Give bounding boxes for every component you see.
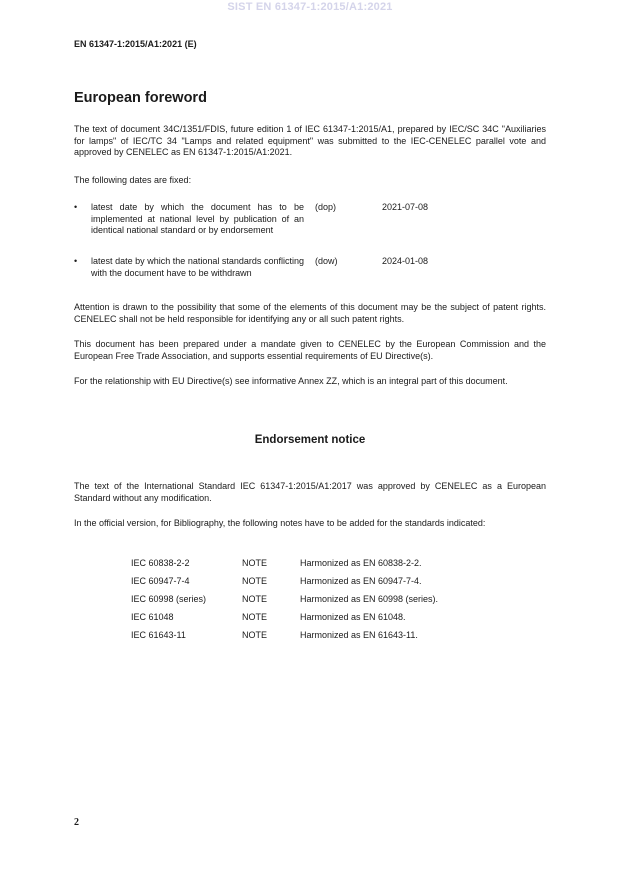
note-label: NOTE	[242, 594, 268, 604]
note-standard: IEC 60998 (series)	[131, 594, 207, 604]
date-item-code: (dow)	[315, 256, 338, 266]
date-item-date: 2024-01-08	[382, 256, 429, 266]
date-item-description: latest date by which the document has to be implemented at national level by publication of an identical national standard or by endorsement	[91, 202, 304, 235]
note-label: NOTE	[242, 630, 268, 640]
watermark: SIST EN 61347-1:2015/A1:2021	[227, 1, 393, 13]
document-id-header: EN 61347-1:2015/A1:2021 (E)	[74, 39, 197, 49]
foreword-title: European foreword	[74, 90, 207, 106]
note-standard: IEC 61048	[131, 612, 174, 622]
bullet-marker: •	[74, 202, 78, 212]
foreword-paragraph-mandate: This document has been prepared under a mandate given to CENELEC by the European Commission and the European Free Trade Association, and supports essential requirements of EU Directive(s).	[74, 339, 546, 361]
bullet-marker: •	[74, 256, 78, 266]
page-number: 2	[74, 817, 79, 828]
foreword-paragraph-dates-intro: The following dates are fixed:	[74, 175, 192, 185]
note-label: NOTE	[242, 558, 268, 568]
endorsement-title: Endorsement notice	[254, 434, 366, 446]
date-item-description: latest date by which the national standards conflicting with the document have to be withdrawn	[91, 256, 304, 278]
endorsement-paragraph-notes-intro: In the official version, for Bibliography, the following notes have to be added for the standards indicated:	[74, 518, 486, 528]
note-text: Harmonized as EN 60838-2-2.	[300, 558, 422, 568]
note-text: Harmonized as EN 60947-7-4.	[300, 576, 422, 586]
note-label: NOTE	[242, 612, 268, 622]
foreword-paragraph-patent: Attention is drawn to the possibility that some of the elements of this document may be the subject of patent rights. CENELEC shall not be held responsible for identifying any or all such patent rights.	[74, 302, 546, 324]
note-label: NOTE	[242, 576, 268, 586]
date-item-code: (dop)	[315, 202, 337, 212]
foreword-paragraph-annex: For the relationship with EU Directive(s) see informative Annex ZZ, which is an integral part of this document.	[74, 376, 508, 386]
foreword-paragraph-document-text: The text of document 34C/1351/FDIS, future edition 1 of IEC 61347-1:2015/A1, prepared by IEC/SC 34C "Auxiliaries for lamps" of IEC/TC 34 "Lamps and related equipment" was submitted to the IEC-CENELEC parallel vote and approved by CENELEC as EN 61347-1:2015/A1:2021.	[74, 124, 546, 157]
note-standard: IEC 60838-2-2	[131, 558, 190, 568]
note-standard: IEC 60947-7-4	[131, 576, 190, 586]
note-text: Harmonized as EN 61643-11.	[300, 630, 418, 640]
note-text: Harmonized as EN 60998 (series).	[300, 594, 439, 604]
date-item-date: 2021-07-08	[382, 202, 429, 212]
endorsement-paragraph-approval: The text of the International Standard IEC 61347-1:2015/A1:2017 was approved by CENELEC as a European Standard without any modification.	[74, 481, 546, 503]
note-standard: IEC 61643-11	[131, 630, 186, 640]
note-text: Harmonized as EN 61048.	[300, 612, 406, 622]
